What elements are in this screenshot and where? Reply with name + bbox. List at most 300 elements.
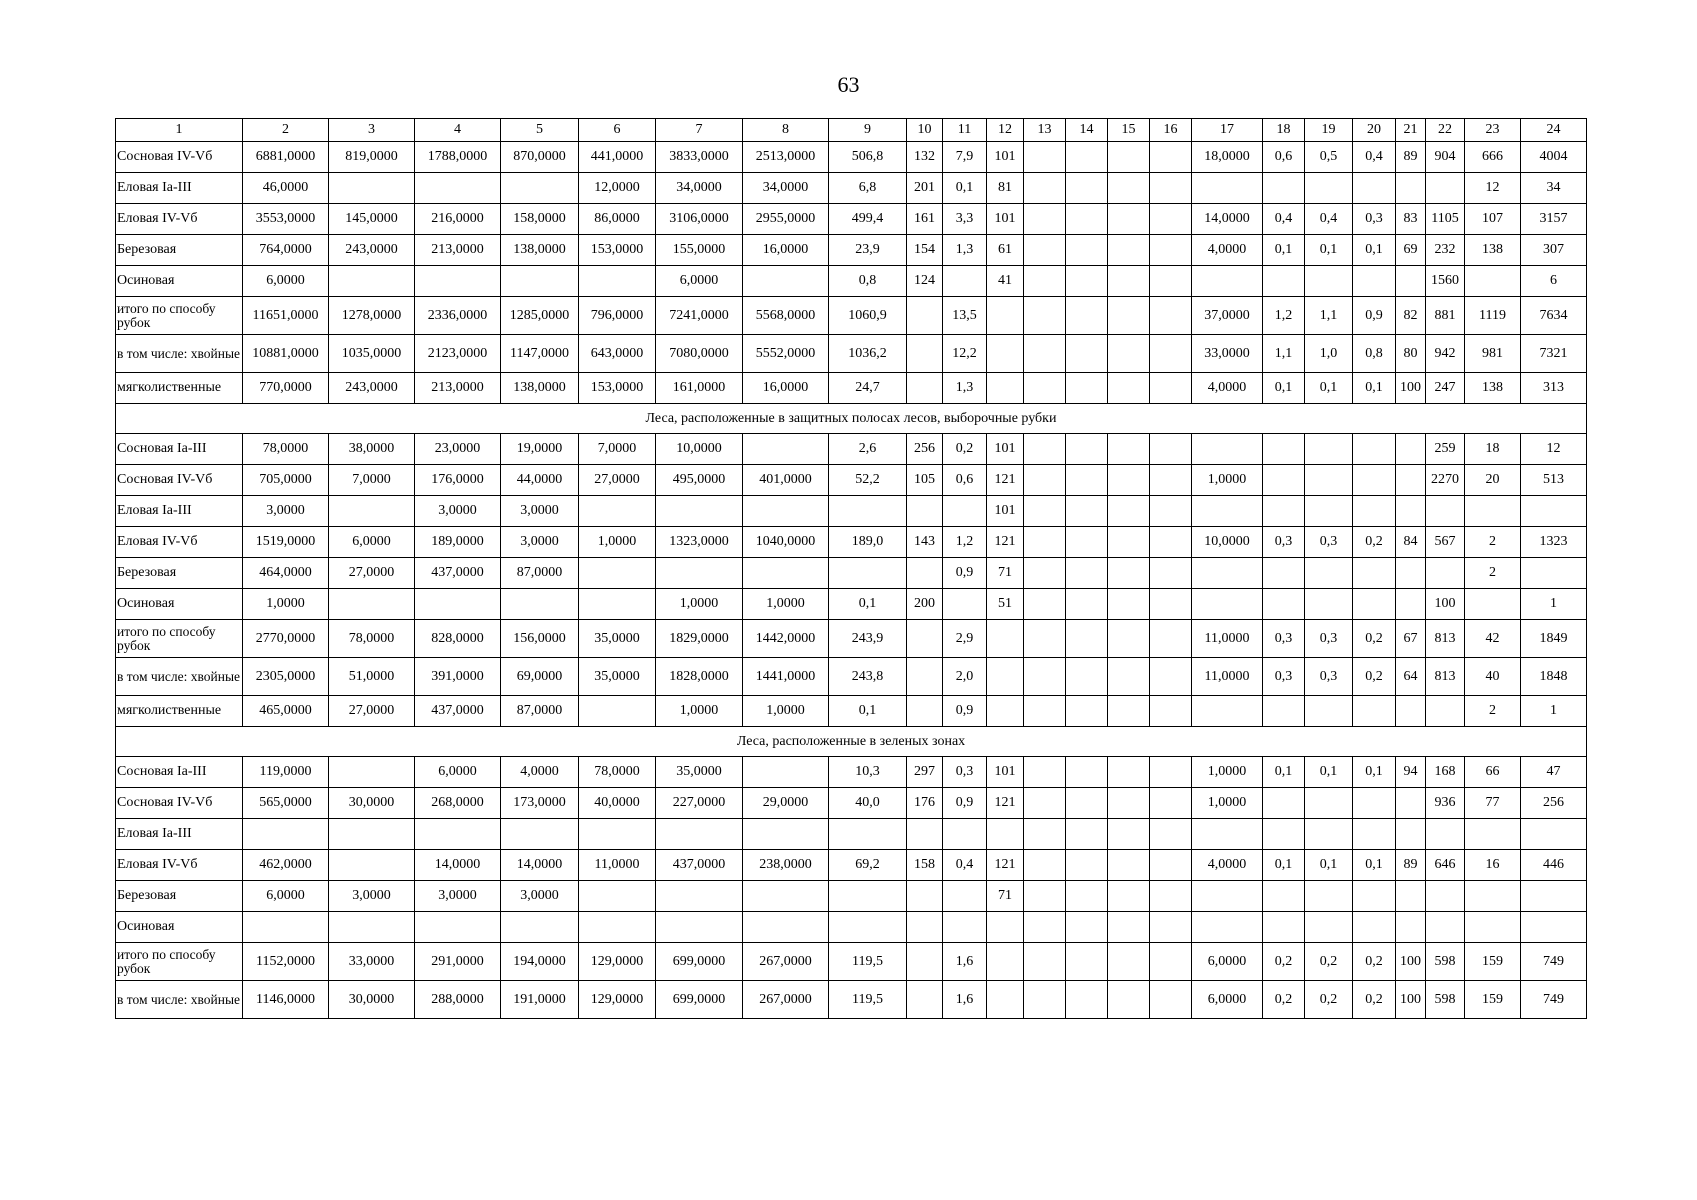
table-cell bbox=[1066, 527, 1108, 558]
table-cell bbox=[1108, 658, 1150, 696]
table-cell: 2513,0000 bbox=[743, 142, 829, 173]
table-cell bbox=[1396, 881, 1426, 912]
table-cell bbox=[907, 373, 943, 404]
table-cell bbox=[1108, 620, 1150, 658]
table-row bbox=[116, 235, 1587, 266]
table-cell bbox=[1305, 881, 1353, 912]
table-cell: 227,0000 bbox=[656, 788, 743, 819]
table-cell: 238,0000 bbox=[743, 850, 829, 881]
forest-data-table bbox=[115, 118, 1587, 1019]
row-label: Еловая Ia-III bbox=[116, 496, 243, 527]
table-cell bbox=[1150, 912, 1192, 943]
column-number-cell: 17 bbox=[1192, 119, 1263, 142]
column-number-cell: 9 bbox=[829, 119, 907, 142]
table-row bbox=[116, 620, 1587, 658]
row-label: Сосновая IV-Vб bbox=[116, 465, 243, 496]
table-cell: 51,0000 bbox=[329, 658, 415, 696]
table-cell bbox=[1263, 788, 1305, 819]
section-title: Леса, расположенные в зеленых зонах bbox=[116, 727, 1587, 757]
table-cell bbox=[415, 589, 501, 620]
table-cell: 0,3 bbox=[1263, 658, 1305, 696]
table-cell: 1,1 bbox=[1263, 335, 1305, 373]
table-cell bbox=[1426, 881, 1465, 912]
table-cell: 107 bbox=[1465, 204, 1521, 235]
table-cell bbox=[1108, 757, 1150, 788]
table-cell bbox=[1426, 696, 1465, 727]
table-cell bbox=[579, 912, 656, 943]
column-number-cell: 2 bbox=[243, 119, 329, 142]
row-label: Сосновая Ia-III bbox=[116, 757, 243, 788]
table-cell bbox=[1396, 788, 1426, 819]
table-cell: 243,9 bbox=[829, 620, 907, 658]
table-cell: 173,0000 bbox=[501, 788, 579, 819]
table-cell: 3,0000 bbox=[501, 881, 579, 912]
table-cell bbox=[907, 620, 943, 658]
column-number-cell: 10 bbox=[907, 119, 943, 142]
row-label: Осиновая bbox=[116, 912, 243, 943]
table-cell bbox=[1150, 142, 1192, 173]
table-cell bbox=[1066, 981, 1108, 1019]
table-cell bbox=[1108, 142, 1150, 173]
table-cell: 942 bbox=[1426, 335, 1465, 373]
table-cell bbox=[415, 912, 501, 943]
table-cell bbox=[501, 819, 579, 850]
table-cell bbox=[1426, 173, 1465, 204]
table-row bbox=[116, 850, 1587, 881]
table-cell: 87,0000 bbox=[501, 558, 579, 589]
table-cell: 243,0000 bbox=[329, 373, 415, 404]
table-cell bbox=[1192, 434, 1263, 465]
table-cell bbox=[1066, 881, 1108, 912]
table-cell: 1,6 bbox=[943, 981, 987, 1019]
table-cell bbox=[1192, 589, 1263, 620]
table-cell: 464,0000 bbox=[243, 558, 329, 589]
table-cell: 12,2 bbox=[943, 335, 987, 373]
table-cell: 38,0000 bbox=[329, 434, 415, 465]
table-cell bbox=[1150, 496, 1192, 527]
table-cell: 1,0000 bbox=[656, 589, 743, 620]
table-cell bbox=[579, 696, 656, 727]
table-cell: 243,8 bbox=[829, 658, 907, 696]
row-label: итого по способу рубок bbox=[116, 297, 243, 335]
row-label: мягколиственные bbox=[116, 373, 243, 404]
table-cell: 168 bbox=[1426, 757, 1465, 788]
table-cell bbox=[1192, 819, 1263, 850]
table-cell: 87,0000 bbox=[501, 696, 579, 727]
row-label: Сосновая IV-Vб bbox=[116, 788, 243, 819]
table-cell: 6,0000 bbox=[329, 527, 415, 558]
column-number-cell: 14 bbox=[1066, 119, 1108, 142]
table-cell: 94 bbox=[1396, 757, 1426, 788]
table-cell: 0,1 bbox=[1305, 235, 1353, 266]
table-cell: 0,4 bbox=[943, 850, 987, 881]
table-cell bbox=[1396, 496, 1426, 527]
table-cell: 0,9 bbox=[943, 788, 987, 819]
table-cell bbox=[1396, 819, 1426, 850]
table-cell: 1146,0000 bbox=[243, 981, 329, 1019]
table-row bbox=[116, 943, 1587, 981]
column-number-cell: 6 bbox=[579, 119, 656, 142]
table-cell: 158,0000 bbox=[501, 204, 579, 235]
table-cell: 0,3 bbox=[1263, 620, 1305, 658]
table-cell bbox=[1066, 434, 1108, 465]
table-cell: 1,1 bbox=[1305, 297, 1353, 335]
table-cell bbox=[1150, 266, 1192, 297]
table-cell bbox=[1066, 142, 1108, 173]
table-cell: 2770,0000 bbox=[243, 620, 329, 658]
table-cell: 0,6 bbox=[943, 465, 987, 496]
table-cell: 2336,0000 bbox=[415, 297, 501, 335]
table-cell: 13,5 bbox=[943, 297, 987, 335]
table-cell: 46,0000 bbox=[243, 173, 329, 204]
table-cell: 1323,0000 bbox=[656, 527, 743, 558]
table-cell: 3,0000 bbox=[415, 881, 501, 912]
table-cell: 0,2 bbox=[1305, 943, 1353, 981]
table-cell: 124 bbox=[907, 266, 943, 297]
table-cell bbox=[1066, 373, 1108, 404]
table-cell: 77 bbox=[1465, 788, 1521, 819]
column-number-cell: 5 bbox=[501, 119, 579, 142]
table-cell bbox=[1353, 558, 1396, 589]
table-cell: 16,0000 bbox=[743, 235, 829, 266]
table-cell bbox=[1066, 819, 1108, 850]
table-row bbox=[116, 558, 1587, 589]
table-cell: 4,0000 bbox=[1192, 235, 1263, 266]
table-cell: 23,9 bbox=[829, 235, 907, 266]
table-cell: 158 bbox=[907, 850, 943, 881]
table-cell bbox=[1066, 235, 1108, 266]
table-cell: 41 bbox=[987, 266, 1024, 297]
table-cell bbox=[743, 266, 829, 297]
table-cell bbox=[329, 589, 415, 620]
table-cell bbox=[987, 335, 1024, 373]
table-cell bbox=[1353, 788, 1396, 819]
table-row bbox=[116, 819, 1587, 850]
table-cell bbox=[1465, 589, 1521, 620]
table-cell: 30,0000 bbox=[329, 981, 415, 1019]
table-cell bbox=[1150, 173, 1192, 204]
table-cell: 0,1 bbox=[829, 696, 907, 727]
table-cell: 699,0000 bbox=[656, 943, 743, 981]
table-cell bbox=[1024, 819, 1066, 850]
table-cell bbox=[1150, 434, 1192, 465]
table-cell bbox=[1108, 788, 1150, 819]
column-number-cell: 12 bbox=[987, 119, 1024, 142]
table-cell bbox=[329, 496, 415, 527]
table-cell bbox=[829, 496, 907, 527]
table-cell: 89 bbox=[1396, 850, 1426, 881]
table-row bbox=[116, 142, 1587, 173]
table-cell bbox=[1465, 881, 1521, 912]
table-cell: 138,0000 bbox=[501, 373, 579, 404]
table-cell bbox=[743, 757, 829, 788]
table-cell: 6,0000 bbox=[1192, 943, 1263, 981]
table-cell: 101 bbox=[987, 142, 1024, 173]
table-cell bbox=[1066, 465, 1108, 496]
table-cell bbox=[1066, 658, 1108, 696]
table-cell bbox=[1108, 373, 1150, 404]
table-cell bbox=[1426, 819, 1465, 850]
table-cell: 441,0000 bbox=[579, 142, 656, 173]
table-cell: 1036,2 bbox=[829, 335, 907, 373]
table-cell: 11,0000 bbox=[1192, 658, 1263, 696]
table-cell bbox=[907, 696, 943, 727]
table-cell: 89 bbox=[1396, 142, 1426, 173]
table-cell bbox=[1024, 881, 1066, 912]
table-cell: 0,4 bbox=[1263, 204, 1305, 235]
table-cell: 256 bbox=[1521, 788, 1587, 819]
table-cell bbox=[1024, 173, 1066, 204]
table-cell: 101 bbox=[987, 434, 1024, 465]
table-cell: 37,0000 bbox=[1192, 297, 1263, 335]
table-cell bbox=[829, 912, 907, 943]
table-row bbox=[116, 881, 1587, 912]
column-number-cell: 22 bbox=[1426, 119, 1465, 142]
table-cell bbox=[1024, 620, 1066, 658]
table-cell bbox=[1396, 434, 1426, 465]
table-cell: 6,0000 bbox=[1192, 981, 1263, 1019]
table-cell: 100 bbox=[1396, 943, 1426, 981]
row-label: Сосновая Ia-III bbox=[116, 434, 243, 465]
table-cell bbox=[1465, 496, 1521, 527]
table-cell bbox=[1521, 496, 1587, 527]
table-cell bbox=[907, 658, 943, 696]
table-cell bbox=[1024, 204, 1066, 235]
section-title: Леса, расположенные в защитных полосах лесов, выборочные рубки bbox=[116, 404, 1587, 434]
table-cell: 936 bbox=[1426, 788, 1465, 819]
table-cell bbox=[1108, 912, 1150, 943]
table-cell: 0,2 bbox=[1353, 981, 1396, 1019]
table-cell bbox=[1066, 204, 1108, 235]
table-cell: 462,0000 bbox=[243, 850, 329, 881]
table-cell: 129,0000 bbox=[579, 943, 656, 981]
table-cell bbox=[987, 943, 1024, 981]
column-number-cell: 1 bbox=[116, 119, 243, 142]
table-cell: 1519,0000 bbox=[243, 527, 329, 558]
table-cell: 191,0000 bbox=[501, 981, 579, 1019]
table-cell: 307 bbox=[1521, 235, 1587, 266]
table-cell: 159 bbox=[1465, 981, 1521, 1019]
table-cell: 11,0000 bbox=[1192, 620, 1263, 658]
table-cell bbox=[1024, 696, 1066, 727]
table-cell bbox=[1024, 912, 1066, 943]
table-cell: 47 bbox=[1521, 757, 1587, 788]
table-cell: 1442,0000 bbox=[743, 620, 829, 658]
table-cell bbox=[329, 912, 415, 943]
table-cell: 297 bbox=[907, 757, 943, 788]
table-cell: 7321 bbox=[1521, 335, 1587, 373]
table-cell bbox=[1353, 465, 1396, 496]
table-row bbox=[116, 297, 1587, 335]
row-label: Березовая bbox=[116, 881, 243, 912]
table-cell bbox=[1305, 589, 1353, 620]
table-cell bbox=[743, 434, 829, 465]
table-cell bbox=[1521, 912, 1587, 943]
table-cell bbox=[579, 589, 656, 620]
table-cell: 11,0000 bbox=[579, 850, 656, 881]
table-cell: 201 bbox=[907, 173, 943, 204]
table-cell bbox=[329, 819, 415, 850]
table-cell: 1 bbox=[1521, 589, 1587, 620]
column-number-cell: 7 bbox=[656, 119, 743, 142]
table-cell bbox=[1465, 912, 1521, 943]
table-cell bbox=[1192, 881, 1263, 912]
table-cell bbox=[1108, 981, 1150, 1019]
table-cell: 10,3 bbox=[829, 757, 907, 788]
table-cell: 247 bbox=[1426, 373, 1465, 404]
table-cell: 1,3 bbox=[943, 373, 987, 404]
table-cell: 1323 bbox=[1521, 527, 1587, 558]
table-cell: 3,3 bbox=[943, 204, 987, 235]
table-cell: 6,0000 bbox=[243, 881, 329, 912]
table-cell: 61 bbox=[987, 235, 1024, 266]
table-cell bbox=[1353, 434, 1396, 465]
table-cell: 35,0000 bbox=[579, 658, 656, 696]
table-cell: 0,1 bbox=[1305, 373, 1353, 404]
table-cell bbox=[656, 912, 743, 943]
table-cell: 27,0000 bbox=[579, 465, 656, 496]
table-cell: 10,0000 bbox=[1192, 527, 1263, 558]
table-cell: 506,8 bbox=[829, 142, 907, 173]
table-cell: 0,2 bbox=[1353, 658, 1396, 696]
table-cell: 213,0000 bbox=[415, 373, 501, 404]
table-cell: 138 bbox=[1465, 235, 1521, 266]
table-cell bbox=[1426, 912, 1465, 943]
table-cell: 14,0000 bbox=[415, 850, 501, 881]
table-cell bbox=[943, 496, 987, 527]
table-cell: 80 bbox=[1396, 335, 1426, 373]
table-cell: 35,0000 bbox=[579, 620, 656, 658]
table-cell: 159 bbox=[1465, 943, 1521, 981]
table-cell bbox=[1024, 558, 1066, 589]
table-cell: 391,0000 bbox=[415, 658, 501, 696]
table-cell: 268,0000 bbox=[415, 788, 501, 819]
table-cell: 4,0000 bbox=[1192, 373, 1263, 404]
table-cell: 0,2 bbox=[1305, 981, 1353, 1019]
table-cell bbox=[943, 266, 987, 297]
table-cell: 705,0000 bbox=[243, 465, 329, 496]
table-cell bbox=[1024, 943, 1066, 981]
row-label: Еловая Ia-III bbox=[116, 173, 243, 204]
table-cell: 437,0000 bbox=[415, 558, 501, 589]
table-cell: 105 bbox=[907, 465, 943, 496]
table-cell: 0,1 bbox=[1263, 373, 1305, 404]
table-cell: 12 bbox=[1465, 173, 1521, 204]
table-cell bbox=[656, 881, 743, 912]
table-cell bbox=[243, 912, 329, 943]
table-cell: 30,0000 bbox=[329, 788, 415, 819]
table-cell bbox=[1305, 173, 1353, 204]
table-cell: 819,0000 bbox=[329, 142, 415, 173]
table-cell bbox=[1192, 558, 1263, 589]
table-cell: 2270 bbox=[1426, 465, 1465, 496]
row-label: Еловая Ia-III bbox=[116, 819, 243, 850]
table-cell: 153,0000 bbox=[579, 373, 656, 404]
table-cell bbox=[1305, 434, 1353, 465]
table-cell bbox=[1305, 266, 1353, 297]
table-cell bbox=[1263, 912, 1305, 943]
table-cell bbox=[579, 266, 656, 297]
row-label: в том числе: хвойные bbox=[116, 981, 243, 1019]
table-cell: 145,0000 bbox=[329, 204, 415, 235]
table-cell bbox=[1108, 496, 1150, 527]
table-cell bbox=[415, 173, 501, 204]
table-cell bbox=[1263, 173, 1305, 204]
table-cell: 0,9 bbox=[943, 696, 987, 727]
table-cell bbox=[743, 881, 829, 912]
table-cell: 0,3 bbox=[1263, 527, 1305, 558]
table-cell: 7634 bbox=[1521, 297, 1587, 335]
table-cell bbox=[329, 850, 415, 881]
table-cell: 495,0000 bbox=[656, 465, 743, 496]
table-cell bbox=[743, 912, 829, 943]
table-cell: 0,2 bbox=[1263, 981, 1305, 1019]
table-cell bbox=[1108, 434, 1150, 465]
table-cell: 2,0 bbox=[943, 658, 987, 696]
row-label: в том числе: хвойные bbox=[116, 335, 243, 373]
table-cell: 121 bbox=[987, 850, 1024, 881]
table-cell bbox=[1108, 558, 1150, 589]
table-cell bbox=[656, 819, 743, 850]
table-cell bbox=[1150, 850, 1192, 881]
table-cell bbox=[1066, 266, 1108, 297]
table-cell: 0,1 bbox=[1263, 757, 1305, 788]
table-cell bbox=[1066, 335, 1108, 373]
table-cell bbox=[743, 558, 829, 589]
table-cell: 1147,0000 bbox=[501, 335, 579, 373]
table-cell: 3157 bbox=[1521, 204, 1587, 235]
table-cell: 0,3 bbox=[943, 757, 987, 788]
table-cell bbox=[907, 496, 943, 527]
table-cell bbox=[1066, 558, 1108, 589]
table-row bbox=[116, 335, 1587, 373]
table-cell: 288,0000 bbox=[415, 981, 501, 1019]
table-cell: 770,0000 bbox=[243, 373, 329, 404]
table-cell bbox=[1305, 819, 1353, 850]
table-cell bbox=[1108, 527, 1150, 558]
row-label: в том числе: хвойные bbox=[116, 658, 243, 696]
table-cell: 155,0000 bbox=[656, 235, 743, 266]
table-cell: 0,1 bbox=[1305, 850, 1353, 881]
table-cell: 1,2 bbox=[943, 527, 987, 558]
table-cell: 0,9 bbox=[1353, 297, 1396, 335]
table-cell bbox=[1353, 819, 1396, 850]
table-cell: 1,0000 bbox=[743, 589, 829, 620]
column-number-cell: 15 bbox=[1108, 119, 1150, 142]
table-cell: 267,0000 bbox=[743, 943, 829, 981]
table-cell: 2955,0000 bbox=[743, 204, 829, 235]
table-cell: 0,1 bbox=[1353, 850, 1396, 881]
table-cell: 7080,0000 bbox=[656, 335, 743, 373]
table-cell: 154 bbox=[907, 235, 943, 266]
table-cell bbox=[1066, 496, 1108, 527]
table-cell: 101 bbox=[987, 496, 1024, 527]
table-cell bbox=[1108, 297, 1150, 335]
table-cell: 35,0000 bbox=[656, 757, 743, 788]
table-cell: 66 bbox=[1465, 757, 1521, 788]
table-cell bbox=[656, 496, 743, 527]
table-cell bbox=[1396, 558, 1426, 589]
table-cell bbox=[415, 266, 501, 297]
table-cell bbox=[1192, 912, 1263, 943]
table-cell bbox=[907, 912, 943, 943]
table-cell: 52,2 bbox=[829, 465, 907, 496]
table-cell bbox=[1108, 335, 1150, 373]
table-cell: 1 bbox=[1521, 696, 1587, 727]
column-number-cell: 3 bbox=[329, 119, 415, 142]
table-cell: 7,9 bbox=[943, 142, 987, 173]
table-cell bbox=[1066, 297, 1108, 335]
